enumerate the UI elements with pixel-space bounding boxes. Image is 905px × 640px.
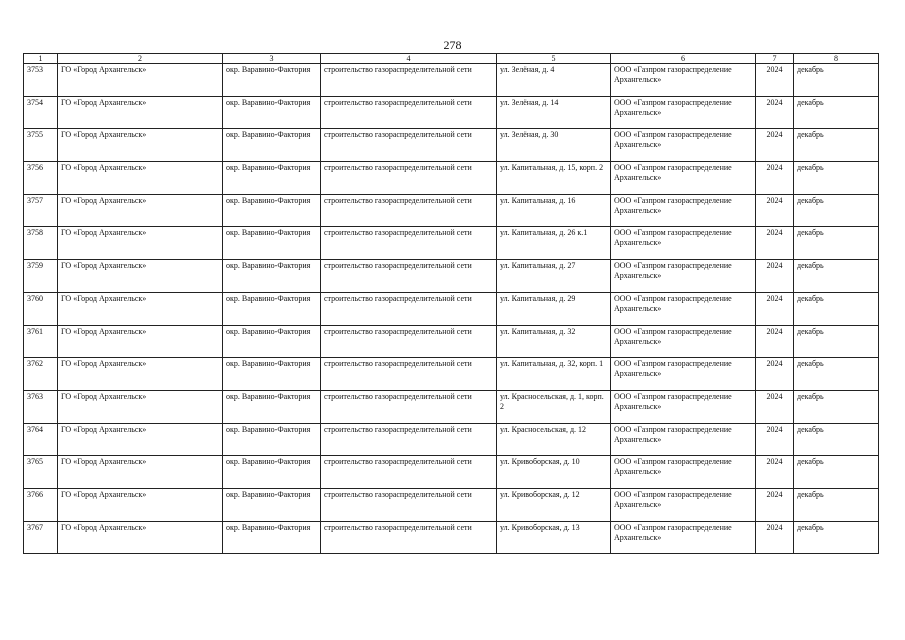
cell-municipality: ГО «Город Архангельск» bbox=[58, 488, 223, 521]
cell-work-type: строительство газораспределительной сети bbox=[321, 390, 497, 423]
cell-municipality: ГО «Город Архангельск» bbox=[58, 64, 223, 97]
cell-organization: ООО «Газпром газораспределение Архангельск» bbox=[611, 488, 756, 521]
cell-municipality: ГО «Город Архангельск» bbox=[58, 325, 223, 358]
cell-address: ул. Красносельская, д. 1, корп. 2 bbox=[497, 390, 611, 423]
cell-district: окр. Варавино-Фактория bbox=[223, 456, 321, 489]
cell-organization: ООО «Газпром газораспределение Архангельск» bbox=[611, 325, 756, 358]
cell-address: ул. Кривоборская, д. 10 bbox=[497, 456, 611, 489]
cell-row-number: 3758 bbox=[24, 227, 58, 260]
cell-municipality: ГО «Город Архангельск» bbox=[58, 129, 223, 162]
cell-year: 2024 bbox=[756, 358, 794, 391]
cell-district: окр. Варавино-Фактория bbox=[223, 227, 321, 260]
cell-month: декабрь bbox=[794, 129, 879, 162]
cell-municipality: ГО «Город Архангельск» bbox=[58, 96, 223, 129]
cell-municipality: ГО «Город Архангельск» bbox=[58, 423, 223, 456]
table-row bbox=[24, 325, 879, 358]
column-header-4: 4 bbox=[321, 54, 497, 64]
cell-year: 2024 bbox=[756, 292, 794, 325]
cell-row-number: 3757 bbox=[24, 194, 58, 227]
cell-work-type: строительство газораспределительной сети bbox=[321, 358, 497, 391]
cell-work-type: строительство газораспределительной сети bbox=[321, 292, 497, 325]
cell-month: декабрь bbox=[794, 64, 879, 97]
cell-organization: ООО «Газпром газораспределение Архангельск» bbox=[611, 292, 756, 325]
cell-municipality: ГО «Город Архангельск» bbox=[58, 260, 223, 293]
cell-address: ул. Капитальная, д. 29 bbox=[497, 292, 611, 325]
cell-municipality: ГО «Город Архангельск» bbox=[58, 358, 223, 391]
cell-district: окр. Варавино-Фактория bbox=[223, 423, 321, 456]
cell-month: декабрь bbox=[794, 456, 879, 489]
cell-year: 2024 bbox=[756, 521, 794, 554]
cell-work-type: строительство газораспределительной сети bbox=[321, 456, 497, 489]
cell-year: 2024 bbox=[756, 390, 794, 423]
cell-work-type: строительство газораспределительной сети bbox=[321, 129, 497, 162]
cell-address: ул. Зелёная, д. 30 bbox=[497, 129, 611, 162]
table-body bbox=[24, 64, 879, 554]
cell-work-type: строительство газораспределительной сети bbox=[321, 423, 497, 456]
cell-month: декабрь bbox=[794, 358, 879, 391]
column-header-3: 3 bbox=[223, 54, 321, 64]
cell-year: 2024 bbox=[756, 64, 794, 97]
cell-month: декабрь bbox=[794, 194, 879, 227]
cell-work-type: строительство газораспределительной сети bbox=[321, 194, 497, 227]
column-number-row bbox=[24, 54, 879, 64]
column-header-8: 8 bbox=[794, 54, 879, 64]
cell-address: ул. Капитальная, д. 27 bbox=[497, 260, 611, 293]
cell-address: ул. Зелёная, д. 14 bbox=[497, 96, 611, 129]
cell-district: окр. Варавино-Фактория bbox=[223, 64, 321, 97]
table-row bbox=[24, 64, 879, 97]
cell-address: ул. Кривоборская, д. 13 bbox=[497, 521, 611, 554]
cell-address: ул. Кривоборская, д. 12 bbox=[497, 488, 611, 521]
cell-district: окр. Варавино-Фактория bbox=[223, 325, 321, 358]
cell-organization: ООО «Газпром газораспределение Архангельск» bbox=[611, 96, 756, 129]
page-number: 278 bbox=[443, 38, 462, 52]
cell-year: 2024 bbox=[756, 162, 794, 195]
cell-district: окр. Варавино-Фактория bbox=[223, 129, 321, 162]
cell-year: 2024 bbox=[756, 260, 794, 293]
cell-district: окр. Варавино-Фактория bbox=[223, 521, 321, 554]
cell-district: окр. Варавино-Фактория bbox=[223, 260, 321, 293]
table-row bbox=[24, 488, 879, 521]
table-row bbox=[24, 292, 879, 325]
column-header-5: 5 bbox=[497, 54, 611, 64]
cell-month: декабрь bbox=[794, 260, 879, 293]
cell-address: ул. Капитальная, д. 32 bbox=[497, 325, 611, 358]
column-header-2: 2 bbox=[58, 54, 223, 64]
cell-month: декабрь bbox=[794, 162, 879, 195]
table-row bbox=[24, 423, 879, 456]
cell-organization: ООО «Газпром газораспределение Архангельск» bbox=[611, 358, 756, 391]
column-header-7: 7 bbox=[756, 54, 794, 64]
cell-municipality: ГО «Город Архангельск» bbox=[58, 456, 223, 489]
cell-year: 2024 bbox=[756, 96, 794, 129]
cell-row-number: 3762 bbox=[24, 358, 58, 391]
cell-month: декабрь bbox=[794, 390, 879, 423]
cell-district: окр. Варавино-Фактория bbox=[223, 390, 321, 423]
table-row bbox=[24, 456, 879, 489]
cell-year: 2024 bbox=[756, 194, 794, 227]
cell-month: декабрь bbox=[794, 96, 879, 129]
cell-row-number: 3764 bbox=[24, 423, 58, 456]
cell-year: 2024 bbox=[756, 456, 794, 489]
cell-organization: ООО «Газпром газораспределение Архангельск» bbox=[611, 390, 756, 423]
cell-work-type: строительство газораспределительной сети bbox=[321, 96, 497, 129]
table-row bbox=[24, 358, 879, 391]
cell-work-type: строительство газораспределительной сети bbox=[321, 260, 497, 293]
cell-work-type: строительство газораспределительной сети bbox=[321, 64, 497, 97]
cell-month: декабрь bbox=[794, 292, 879, 325]
cell-district: окр. Варавино-Фактория bbox=[223, 358, 321, 391]
cell-address: ул. Красносельская, д. 12 bbox=[497, 423, 611, 456]
cell-district: окр. Варавино-Фактория bbox=[223, 292, 321, 325]
cell-row-number: 3759 bbox=[24, 260, 58, 293]
cell-row-number: 3754 bbox=[24, 96, 58, 129]
cell-organization: ООО «Газпром газораспределение Архангельск» bbox=[611, 162, 756, 195]
cell-organization: ООО «Газпром газораспределение Архангельск» bbox=[611, 227, 756, 260]
cell-organization: ООО «Газпром газораспределение Архангельск» bbox=[611, 456, 756, 489]
cell-row-number: 3766 bbox=[24, 488, 58, 521]
cell-year: 2024 bbox=[756, 227, 794, 260]
table-row bbox=[24, 129, 879, 162]
cell-row-number: 3760 bbox=[24, 292, 58, 325]
cell-address: ул. Капитальная, д. 15, корп. 2 bbox=[497, 162, 611, 195]
cell-district: окр. Варавино-Фактория bbox=[223, 488, 321, 521]
cell-year: 2024 bbox=[756, 488, 794, 521]
cell-district: окр. Варавино-Фактория bbox=[223, 162, 321, 195]
cell-district: окр. Варавино-Фактория bbox=[223, 96, 321, 129]
cell-municipality: ГО «Город Архангельск» bbox=[58, 390, 223, 423]
cell-year: 2024 bbox=[756, 423, 794, 456]
cell-month: декабрь bbox=[794, 521, 879, 554]
document-table bbox=[23, 53, 879, 554]
cell-address: ул. Зелёная, д. 4 bbox=[497, 64, 611, 97]
cell-district: окр. Варавино-Фактория bbox=[223, 194, 321, 227]
cell-row-number: 3763 bbox=[24, 390, 58, 423]
cell-month: декабрь bbox=[794, 423, 879, 456]
cell-organization: ООО «Газпром газораспределение Архангельск» bbox=[611, 423, 756, 456]
cell-municipality: ГО «Город Архангельск» bbox=[58, 194, 223, 227]
cell-work-type: строительство газораспределительной сети bbox=[321, 162, 497, 195]
cell-organization: ООО «Газпром газораспределение Архангельск» bbox=[611, 129, 756, 162]
cell-month: декабрь bbox=[794, 227, 879, 260]
cell-row-number: 3755 bbox=[24, 129, 58, 162]
cell-organization: ООО «Газпром газораспределение Архангельск» bbox=[611, 64, 756, 97]
table-row bbox=[24, 227, 879, 260]
cell-address: ул. Капитальная, д. 32, корп. 1 bbox=[497, 358, 611, 391]
table-row bbox=[24, 390, 879, 423]
cell-year: 2024 bbox=[756, 325, 794, 358]
cell-year: 2024 bbox=[756, 129, 794, 162]
table-row bbox=[24, 194, 879, 227]
cell-row-number: 3761 bbox=[24, 325, 58, 358]
cell-month: декабрь bbox=[794, 325, 879, 358]
column-header-1: 1 bbox=[24, 54, 58, 64]
table-row bbox=[24, 162, 879, 195]
table-row bbox=[24, 260, 879, 293]
cell-municipality: ГО «Город Архангельск» bbox=[58, 227, 223, 260]
cell-organization: ООО «Газпром газораспределение Архангельск» bbox=[611, 521, 756, 554]
cell-month: декабрь bbox=[794, 488, 879, 521]
cell-work-type: строительство газораспределительной сети bbox=[321, 488, 497, 521]
cell-organization: ООО «Газпром газораспределение Архангельск» bbox=[611, 194, 756, 227]
cell-work-type: строительство газораспределительной сети bbox=[321, 521, 497, 554]
cell-row-number: 3765 bbox=[24, 456, 58, 489]
column-header-6: 6 bbox=[611, 54, 756, 64]
cell-row-number: 3756 bbox=[24, 162, 58, 195]
table-row bbox=[24, 521, 879, 554]
cell-organization: ООО «Газпром газораспределение Архангельск» bbox=[611, 260, 756, 293]
cell-row-number: 3767 bbox=[24, 521, 58, 554]
cell-row-number: 3753 bbox=[24, 64, 58, 97]
cell-municipality: ГО «Город Архангельск» bbox=[58, 162, 223, 195]
cell-address: ул. Капитальная, д. 16 bbox=[497, 194, 611, 227]
cell-work-type: строительство газораспределительной сети bbox=[321, 325, 497, 358]
cell-work-type: строительство газораспределительной сети bbox=[321, 227, 497, 260]
table-row bbox=[24, 96, 879, 129]
cell-address: ул. Капитальная, д. 26 к.1 bbox=[497, 227, 611, 260]
cell-municipality: ГО «Город Архангельск» bbox=[58, 521, 223, 554]
cell-municipality: ГО «Город Архангельск» bbox=[58, 292, 223, 325]
